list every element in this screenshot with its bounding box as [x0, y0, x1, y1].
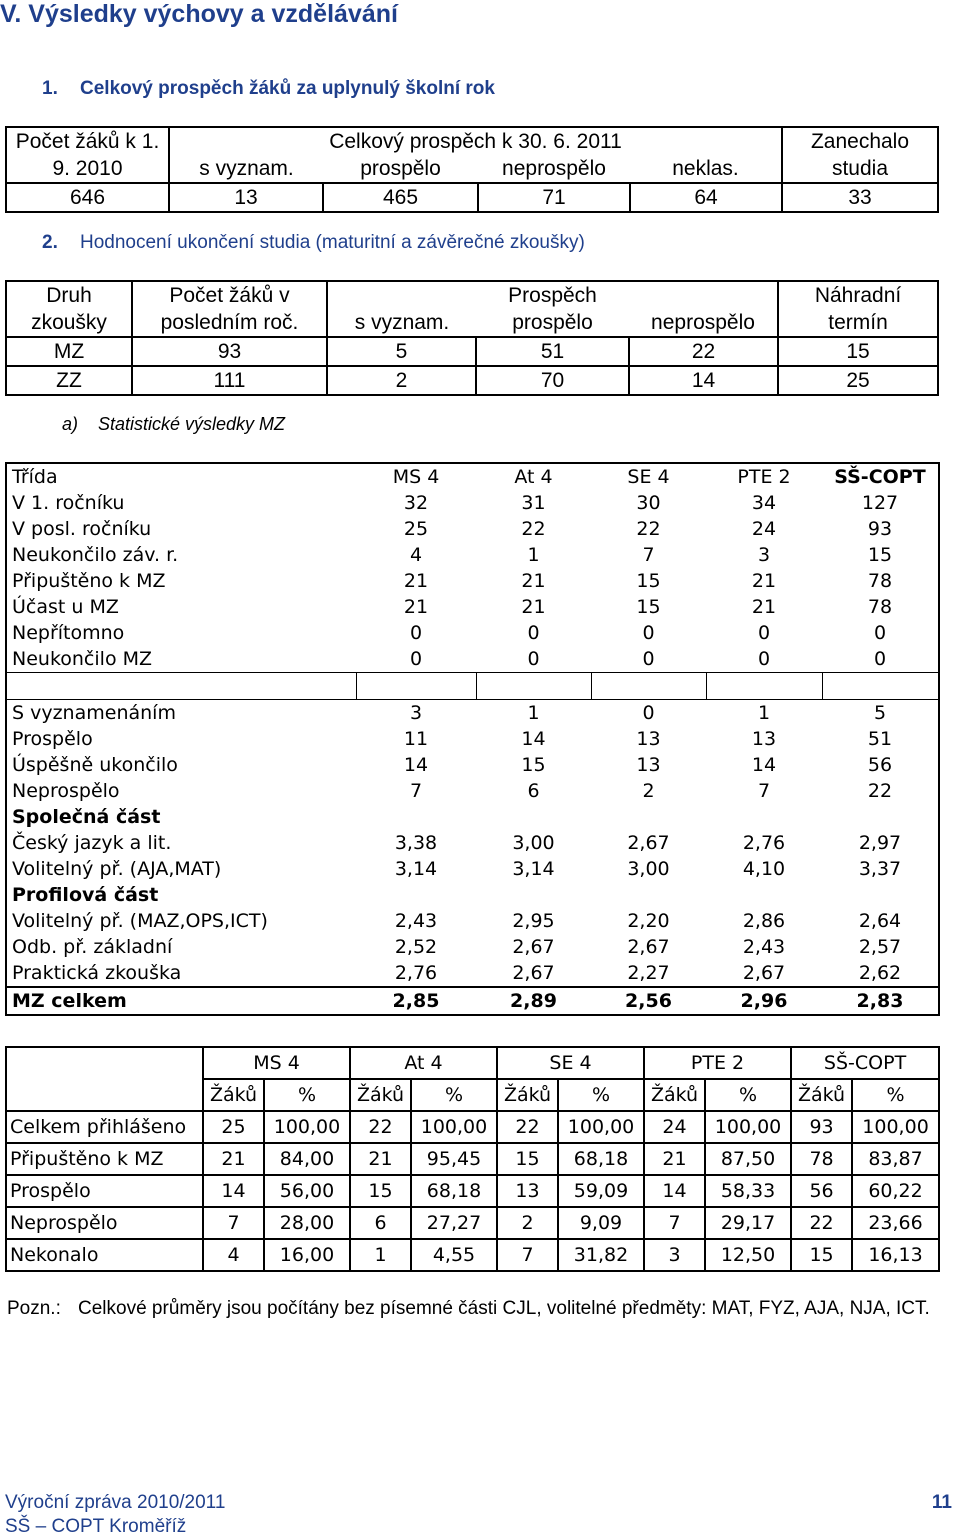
table-cell: 15 [867, 544, 893, 566]
table-cell: 14 [203, 1175, 264, 1207]
row-label: Připuštěno k MZ [6, 1143, 203, 1175]
table-cell: 3,14 [394, 858, 438, 880]
row-label: Úspěšně ukončilo [12, 754, 178, 776]
row-label: Prospělo [12, 728, 93, 750]
table-cell: 21 [203, 1143, 264, 1175]
sub-header-percent: % [852, 1079, 939, 1111]
row-label: Volitelný př. (AJA,MAT) [12, 858, 222, 880]
table-cell: 24 [751, 518, 777, 540]
table-cell: 58,33 [705, 1175, 791, 1207]
table-row [6, 1239, 939, 1271]
table-cell: 15 [778, 337, 938, 366]
row-label: Neprospělo [12, 780, 120, 802]
table-cell: 2,76 [394, 962, 438, 984]
table-cell: 5 [327, 337, 476, 366]
table-cell: 3,38 [394, 832, 438, 854]
table-cell: 15 [497, 1143, 558, 1175]
table-cell: 2,89 [476, 987, 591, 1015]
table-cell: 68,18 [558, 1143, 644, 1175]
table-cell: 68,18 [411, 1175, 497, 1207]
empty-cell [822, 673, 939, 700]
table-cell: 14 [751, 754, 777, 776]
section-1-number: 1. [42, 78, 58, 99]
table-row [6, 568, 939, 594]
header-pupil-count: Počet žáků k 1. [6, 127, 169, 155]
section-2-heading: Hodnocení ukončení studia (maturitní a závěrečné zkoušky) [80, 232, 585, 253]
table-cell: 51 [476, 337, 629, 366]
header-pupils-last-year-2: posledním roč. [132, 309, 327, 337]
percent-table [5, 1046, 940, 1272]
sub-header-pupils: Žáků [497, 1079, 558, 1111]
subsection-heading: Statistické výsledky MZ [98, 414, 286, 434]
table-cell: 14 [521, 728, 546, 750]
row-label: Praktická zkouška [12, 962, 182, 984]
table-cell: 21 [350, 1143, 411, 1175]
profile-part-label: Profilová část [12, 884, 159, 906]
table-row [6, 490, 939, 516]
table-row [6, 856, 939, 882]
sub-header-pupils: Žáků [350, 1079, 411, 1111]
table-cell: 25 [203, 1111, 264, 1143]
table-cell: 13 [497, 1175, 558, 1207]
row-label: V 1. ročníku [12, 492, 125, 514]
table-cell: 2,67 [627, 832, 670, 854]
table-cell: 2,62 [858, 962, 902, 984]
row-label: Nepřítomno [12, 622, 125, 644]
row-label: Celkem přihlášeno [6, 1111, 203, 1143]
table-cell: 22 [636, 518, 661, 540]
sub-header-percent: % [411, 1079, 497, 1111]
table-cell: MZ [6, 337, 132, 366]
empty-cell [706, 673, 822, 700]
table-cell: 4 [409, 544, 423, 566]
row-label: S vyznamenáním [12, 702, 176, 724]
table-row [6, 1175, 939, 1207]
table-cell: 0 [409, 622, 423, 644]
table-cell: 2,43 [742, 936, 786, 958]
section-1-heading: Celkový prospěch žáků za uplynulý školní rok [80, 78, 495, 99]
row-label: Prospělo [6, 1175, 203, 1207]
header-exam-type: Druh [6, 281, 132, 309]
group-header: At 4 [350, 1047, 497, 1079]
table-cell: 2 [642, 780, 655, 802]
table-cell: 93 [867, 518, 893, 540]
value-cell: 71 [478, 183, 630, 212]
table-cell: 31,82 [558, 1239, 644, 1271]
header-col-failed: neprospělo [629, 309, 778, 337]
table-cell: 21 [751, 570, 777, 592]
table-cell: ZZ [6, 366, 132, 395]
table-row [6, 1143, 939, 1175]
row-label: Připuštěno k MZ [12, 570, 166, 592]
table-cell: 59,09 [558, 1175, 644, 1207]
table-cell: 30 [636, 492, 661, 514]
table-cell: 7 [497, 1239, 558, 1271]
table-cell: 27,27 [411, 1207, 497, 1239]
table-cell: 3 [644, 1239, 705, 1271]
table-cell: 21 [521, 596, 546, 618]
table-cell: 22 [791, 1207, 852, 1239]
table-cell: 6 [527, 780, 540, 802]
table-cell: 7 [203, 1207, 264, 1239]
header-retake: Náhradní [814, 284, 902, 307]
empty-cell [476, 673, 591, 700]
group-header: SE 4 [497, 1047, 644, 1079]
table-cell: 0 [873, 622, 887, 644]
table-cell: 2,56 [591, 987, 706, 1015]
table-cell: 7 [757, 780, 771, 802]
value-cell: 33 [782, 183, 938, 212]
table-cell: 0 [757, 648, 771, 670]
page-number: 11 [931, 1492, 952, 1513]
table-cell: 56 [867, 754, 893, 776]
group-header-row [6, 1047, 939, 1079]
table-cell: 2,85 [356, 987, 476, 1015]
table-cell: 22 [629, 337, 778, 366]
table-cell: 2,67 [742, 962, 786, 984]
table-cell: 14 [403, 754, 429, 776]
subsection-letter: a) [62, 414, 79, 434]
table-cell: 0 [642, 622, 655, 644]
header-cell: MS 4 [392, 466, 440, 488]
row-label: Účast u MZ [12, 596, 119, 618]
table-row [6, 594, 939, 620]
header-col-honours: s vyznam. [199, 157, 294, 180]
sub-header-pupils: Žáků [203, 1079, 264, 1111]
table-cell: 0 [527, 648, 540, 670]
table-cell: 2,57 [858, 936, 902, 958]
table-cell: 4,10 [742, 858, 786, 880]
table-cell: 23,66 [852, 1207, 939, 1239]
table-cell: 15 [636, 596, 661, 618]
table-cell: 60,22 [852, 1175, 939, 1207]
table-cell: 11 [403, 728, 429, 750]
table-cell: 31 [521, 492, 546, 514]
header-cell: SŠ-COPT [834, 466, 926, 488]
value-cell: 465 [323, 183, 478, 212]
table-cell: 84,00 [264, 1143, 350, 1175]
header-retake-2: termín [828, 311, 888, 334]
table-cell: 93 [791, 1111, 852, 1143]
section-row [6, 804, 939, 830]
header-left-study: Zanechalo [810, 130, 910, 153]
table-cell: 2,67 [512, 936, 555, 958]
header-col-failed: neprospělo [502, 157, 606, 180]
table-row [6, 726, 939, 752]
header-row [6, 463, 939, 490]
table-cell: 2,43 [394, 910, 438, 932]
table-cell: 22 [497, 1111, 558, 1143]
sub-header-percent: % [558, 1079, 644, 1111]
table-cell: 127 [861, 492, 899, 514]
header-col-passed: prospělo [360, 157, 441, 180]
empty-cell [6, 1047, 203, 1111]
group-header: SŠ-COPT [791, 1047, 939, 1079]
table-cell: 4 [203, 1239, 264, 1271]
table-cell: 12,50 [705, 1239, 791, 1271]
table-cell: 2,67 [512, 962, 555, 984]
header-left-study-2: studia [831, 157, 889, 180]
table-cell: 2,86 [742, 910, 786, 932]
sub-header-pupils: Žáků [791, 1079, 852, 1111]
table-cell: 7 [644, 1207, 705, 1239]
table-row [6, 934, 939, 960]
table-cell: 16,00 [264, 1239, 350, 1271]
table-cell: 21 [403, 570, 429, 592]
table-cell: 22 [350, 1111, 411, 1143]
table-cell: 21 [751, 596, 777, 618]
note-label: Pozn.: [7, 1298, 61, 1319]
table-cell: 2 [497, 1207, 558, 1239]
table-cell: 78 [791, 1143, 852, 1175]
row-label: MZ celkem [6, 987, 356, 1015]
header-class: Třída [12, 466, 58, 488]
table-cell: 3,14 [512, 858, 555, 880]
header-col-honours: s vyznam. [354, 311, 450, 334]
table-cell: 1 [527, 702, 540, 724]
table-cell: 25 [778, 366, 938, 395]
sub-header-pupils: Žáků [644, 1079, 705, 1111]
table-cell: 3,00 [512, 832, 555, 854]
table-row [6, 646, 939, 673]
table-cell: 6 [350, 1207, 411, 1239]
header-cell: SE 4 [627, 466, 670, 488]
table-cell: 2,20 [627, 910, 670, 932]
table-cell: 1 [527, 544, 540, 566]
table-cell: 0 [642, 702, 655, 724]
row-label: Neprospělo [6, 1207, 203, 1239]
table-cell: 15 [350, 1175, 411, 1207]
empty-cell [6, 673, 356, 700]
table-cell: 78 [867, 596, 893, 618]
table-cell: 100,00 [411, 1111, 497, 1143]
table-cell: 0 [873, 648, 887, 670]
table-cell: 21 [521, 570, 546, 592]
table-cell: 3,00 [627, 858, 670, 880]
table-cell: 28,00 [264, 1207, 350, 1239]
table-cell: 87,50 [705, 1143, 791, 1175]
table-cell: 83,87 [852, 1143, 939, 1175]
table-cell: 13 [751, 728, 777, 750]
table-cell: 2,67 [627, 936, 670, 958]
table-cell: 15 [521, 754, 546, 776]
empty-cell [591, 673, 706, 700]
table-cell: 2,97 [858, 832, 902, 854]
group-header: PTE 2 [644, 1047, 791, 1079]
table-cell: 24 [644, 1111, 705, 1143]
header-col-passed: prospělo [512, 311, 593, 334]
table-row [6, 1111, 939, 1143]
header-result: Prospěch [327, 281, 778, 309]
group-header: MS 4 [203, 1047, 350, 1079]
table-row [6, 960, 939, 987]
header-cell: PTE 2 [737, 466, 791, 488]
overall-results-table [5, 126, 939, 213]
table-cell: 13 [636, 754, 661, 776]
table-cell: 100,00 [852, 1111, 939, 1143]
header-pupils-last-year: Počet žáků v [132, 281, 327, 309]
value-cell: 13 [169, 183, 323, 212]
table-row [6, 908, 939, 934]
table-row [6, 542, 939, 568]
row-label: Neukončilo záv. r. [12, 544, 179, 566]
table-row [6, 700, 939, 727]
table-cell: 21 [644, 1143, 705, 1175]
table-cell: 15 [636, 570, 661, 592]
table-cell: 2 [327, 366, 476, 395]
table-row [6, 620, 939, 646]
table-cell: 13 [636, 728, 661, 750]
table-cell: 34 [751, 492, 777, 514]
table-cell: 100,00 [264, 1111, 350, 1143]
table-cell: 2,83 [822, 987, 939, 1015]
table-row [6, 516, 939, 542]
table-cell: 51 [867, 728, 893, 750]
table-cell: 70 [476, 366, 629, 395]
row-label: Nekonalo [6, 1239, 203, 1271]
table-cell: 4,55 [411, 1239, 497, 1271]
table-cell: 3 [409, 702, 423, 724]
table-cell: 14 [644, 1175, 705, 1207]
table-cell: 16,13 [852, 1239, 939, 1271]
header-overall-result: Celkový prospěch k 30. 6. 2011 [169, 127, 782, 155]
table-cell: 0 [757, 622, 771, 644]
value-cell: 646 [6, 183, 169, 212]
table-cell: 2,96 [706, 987, 822, 1015]
table-cell: 2,76 [742, 832, 786, 854]
footer-report: Výroční zpráva 2010/2011 [5, 1492, 226, 1513]
table-cell: 2,52 [394, 936, 438, 958]
sub-header-percent: % [705, 1079, 791, 1111]
table-cell: 7 [409, 780, 423, 802]
total-row [6, 987, 939, 1015]
table-cell: 0 [527, 622, 540, 644]
table-cell: 22 [867, 780, 893, 802]
sub-header-percent: % [264, 1079, 350, 1111]
value-cell: 64 [630, 183, 782, 212]
table-cell: 3 [757, 544, 771, 566]
table-cell: 78 [867, 570, 893, 592]
table-row [6, 752, 939, 778]
footer-school: SŠ – COPT Kroměříž [5, 1516, 187, 1537]
table-cell: 25 [403, 518, 429, 540]
row-label: V posl. ročníku [12, 518, 152, 540]
table-cell: 100,00 [558, 1111, 644, 1143]
table-cell: 0 [409, 648, 423, 670]
table-cell: 2,95 [512, 910, 555, 932]
row-label: Volitelný př. (MAZ,OPS,ICT) [12, 910, 268, 932]
table-cell: 21 [403, 596, 429, 618]
header-col-unclassified: neklas. [630, 155, 782, 183]
row-label: Český jazyk a lit. [12, 832, 172, 854]
table-cell: 32 [403, 492, 429, 514]
header-cell: At 4 [514, 466, 553, 488]
row-label: Odb. př. základní [12, 936, 173, 958]
header-exam-type-2: zkoušky [6, 309, 132, 337]
table-cell: 93 [132, 337, 327, 366]
section-2-number: 2. [42, 232, 58, 253]
table-cell: 0 [642, 648, 655, 670]
header-pupil-count-date: 9. 2010 [6, 155, 169, 183]
exam-statistics-table [5, 462, 940, 1016]
table-cell: 2,27 [627, 962, 670, 984]
table-row [6, 778, 939, 804]
table-cell: 111 [132, 366, 327, 395]
table-cell: 1 [757, 702, 771, 724]
table-cell: 95,45 [411, 1143, 497, 1175]
table-cell: 2,64 [858, 910, 902, 932]
table-cell: 29,17 [705, 1207, 791, 1239]
table-cell: 56 [791, 1175, 852, 1207]
table-cell: 5 [873, 702, 887, 724]
table-cell: 9,09 [558, 1207, 644, 1239]
table-row [6, 1207, 939, 1239]
table-cell: 56,00 [264, 1175, 350, 1207]
table-cell: 1 [350, 1239, 411, 1271]
note-text: Celkové průměry jsou počítány bez písemné části CJL, volitelné předměty: MAT, FYZ, AJA, NJA, ICT. [78, 1298, 930, 1319]
table-cell: 22 [521, 518, 546, 540]
graduation-results-table [5, 280, 939, 396]
common-part-label: Společná část [12, 806, 161, 828]
table-cell: 3,37 [858, 858, 902, 880]
table-cell: 100,00 [705, 1111, 791, 1143]
table-cell: 7 [642, 544, 655, 566]
page-title: V. Výsledky výchovy a vzdělávání [0, 0, 398, 28]
section-row [6, 882, 939, 908]
table-row [6, 830, 939, 856]
row-label: Neukončilo MZ [12, 648, 153, 670]
spacer-row [6, 673, 939, 700]
table-cell: 15 [791, 1239, 852, 1271]
empty-cell [356, 673, 476, 700]
table-cell: 14 [629, 366, 778, 395]
